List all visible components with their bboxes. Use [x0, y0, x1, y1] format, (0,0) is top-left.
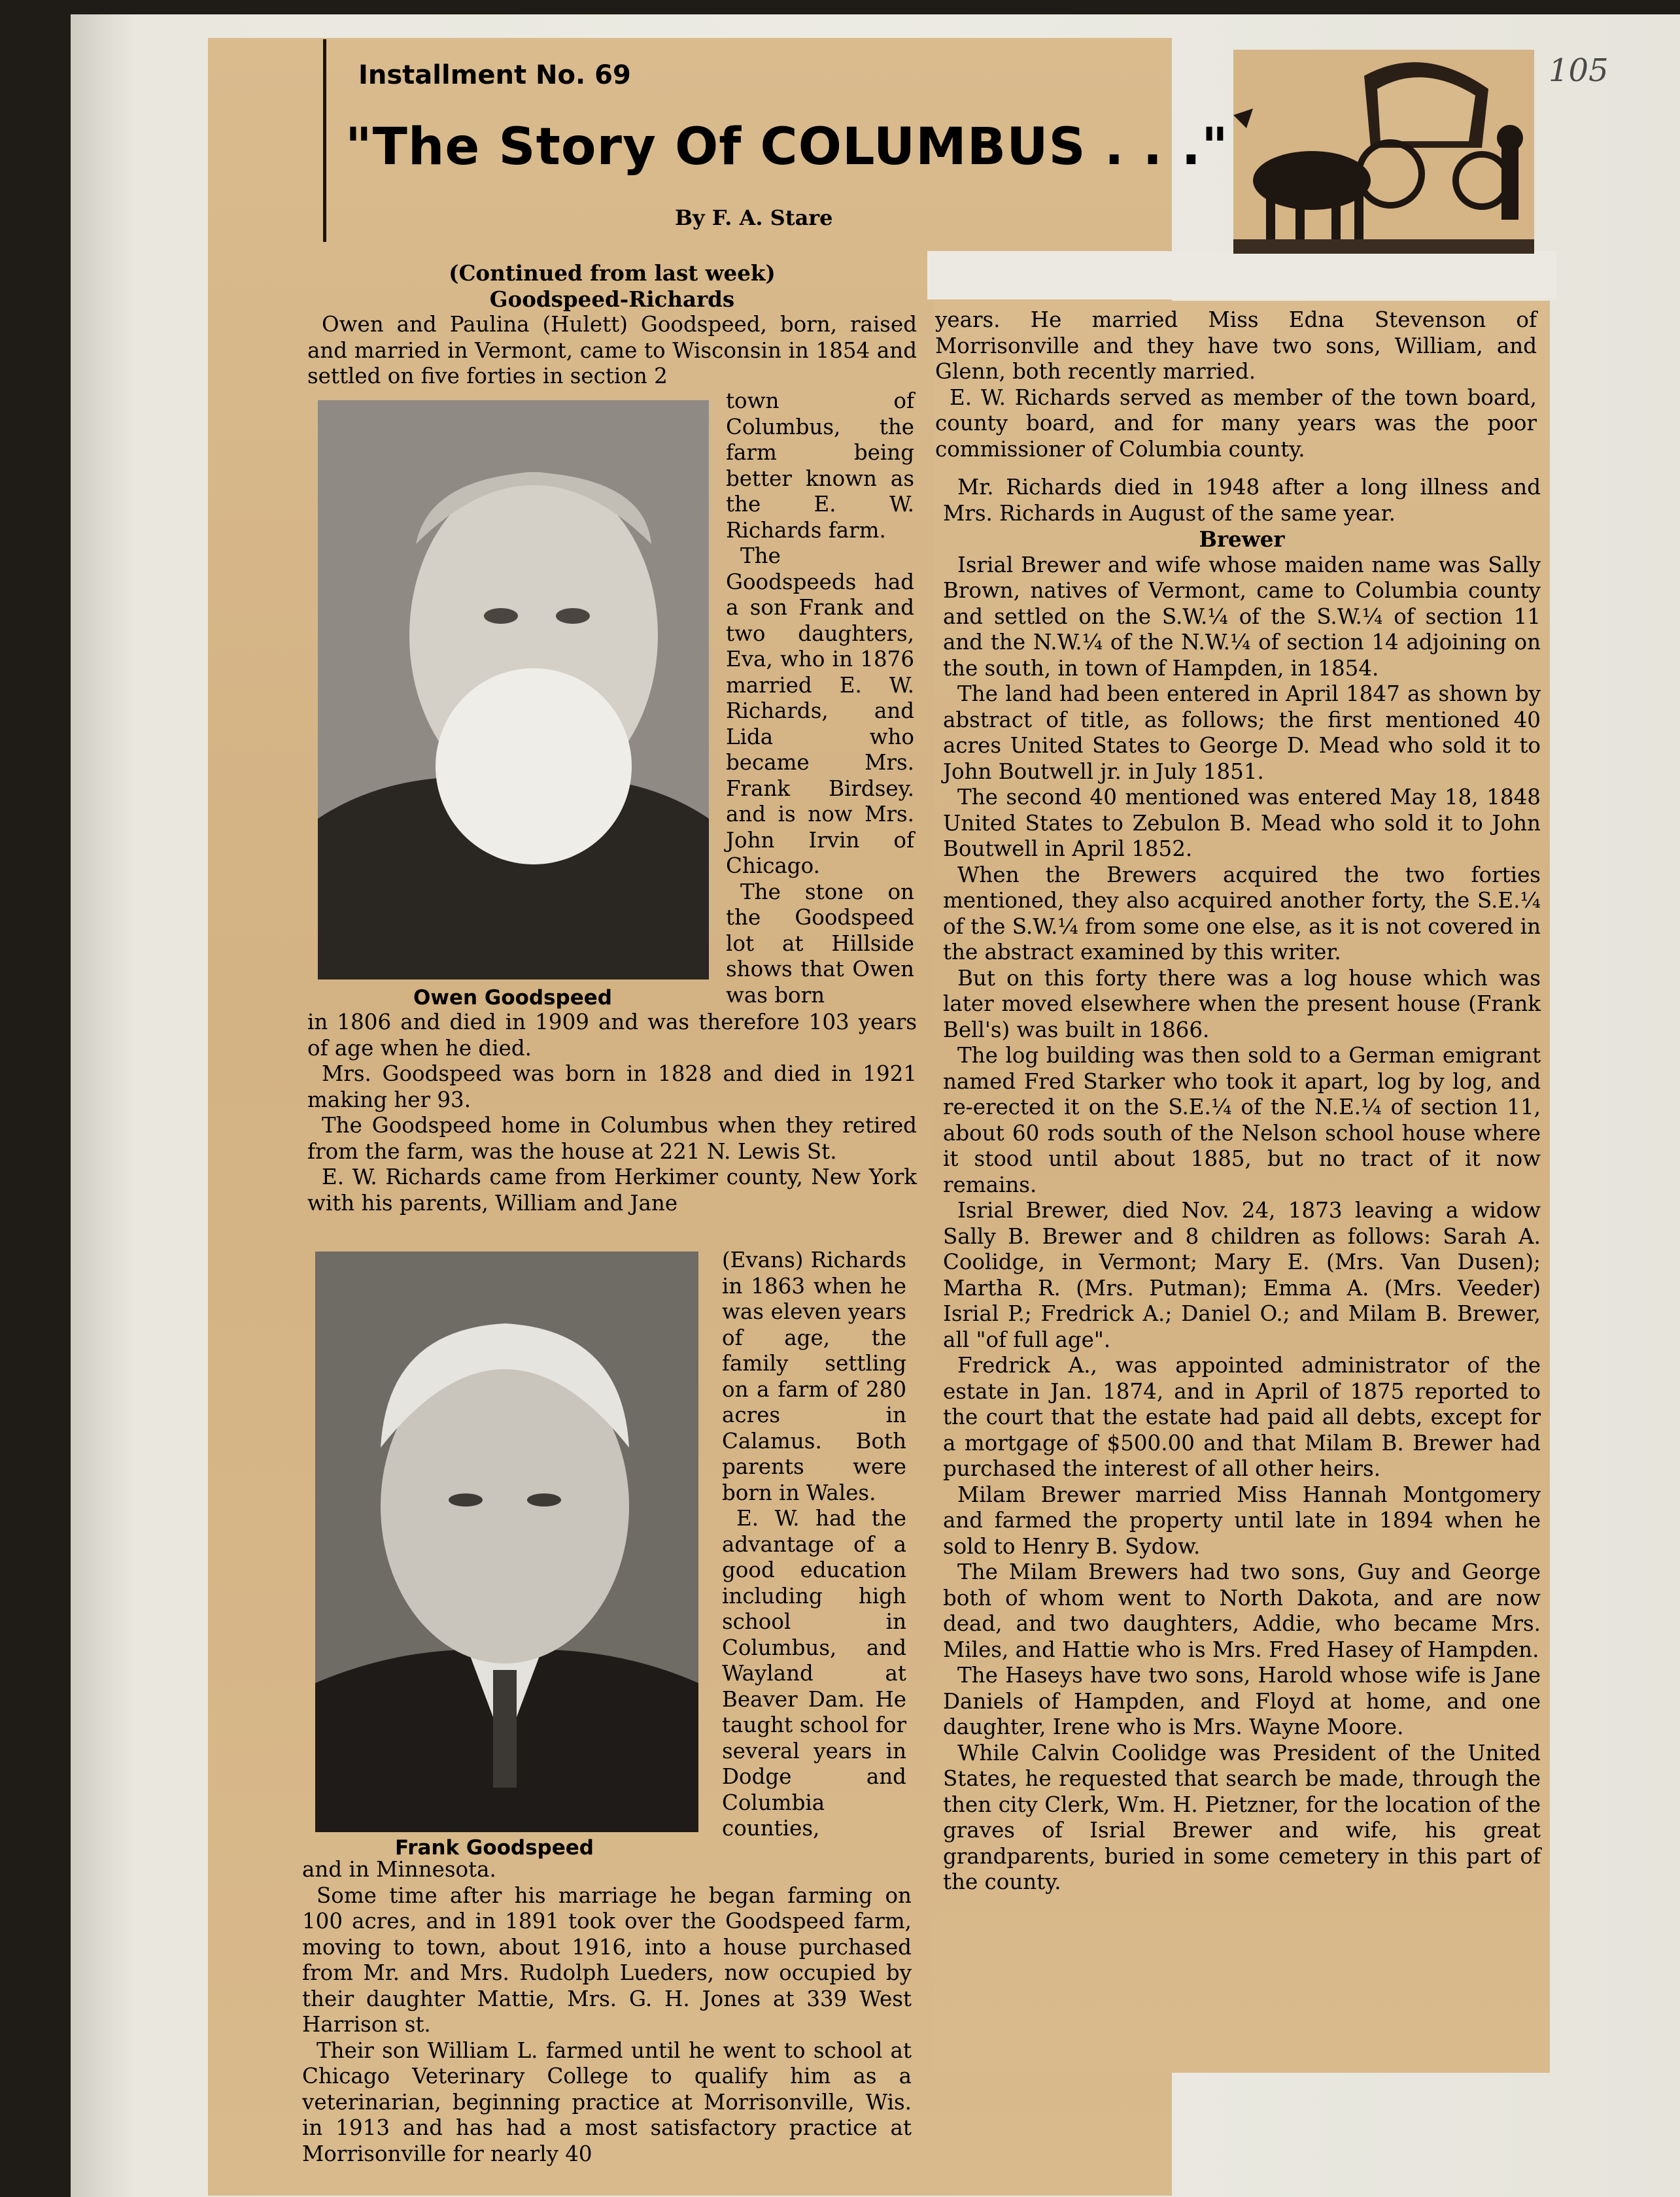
- paragraph: E. W. had the advantage of a good education including high school in Columbus, and Wayland at Beaver Dam. He taught school for several years in Dodge and Columbia counties,: [722, 1506, 906, 1841]
- article-title: "The Story Of COLUMBUS . . .": [345, 118, 1229, 177]
- paragraph: While Calvin Coolidge was President of the United States, he requested that search be made, through the then city Clerk, Wm. H. Pietzner, for the location of the graves of Isrial Brewer and wife, his great grandparents, buried in some cemetery in this part of the county.: [943, 1740, 1541, 1894]
- right-column-main: [943, 475, 1541, 1896]
- oxen-wagon-illustration-icon: [1233, 50, 1534, 254]
- paragraph: E. W. Richards came from Herkimer county, New York with his parents, William and Jane: [307, 1165, 917, 1216]
- left-column-bottom: [302, 1857, 912, 2167]
- paragraph: Isrial Brewer, died Nov. 24, 1873 leaving a widow Sally B. Brewer and 8 children as follows: Sarah A. Coolidge, in Vermont; Mary E. (Mrs. Van Dusen); Martha R. (Mrs. Putman); Emma A. (Mrs. Veeder) Isrial P.; Fredrick A.; Daniel O.; and Milam B. Brewer, all "of full age".: [943, 1198, 1541, 1352]
- continued-note: (Continued from last week): [449, 260, 776, 286]
- paragraph: The second 40 mentioned was entered May 18, 1848 United States to Zebulon B. Mead who sold it to John Boutwell in April 1852.: [943, 785, 1541, 861]
- paragraph: in 1806 and died in 1909 and was therefore 103 years of age when he died.: [307, 1010, 917, 1061]
- paragraph: The Goodspeeds had a son Frank and two daughters, Eva, who in 1876 married E. W. Richards, and Lida who became Mrs. Frank Birdsey. and is now Mrs. John Irvin of Chicago.: [726, 543, 914, 878]
- paragraph: The log building was then sold to a German emigrant named Fred Starker who took it apart, log by log, and re-erected it on the S.E.¼ of the N.E.¼ of section 11, about 60 rods south of the Nelson school house where it stood until about 1885, but no tract of it now remains.: [943, 1043, 1541, 1197]
- paragraph: (Evans) Richards in 1863 when he was eleven years of age, the family settling on a farm of 280 acres in Calamus. Both parents were born in Wales.: [722, 1248, 906, 1505]
- page-number: 105: [1549, 52, 1609, 89]
- paragraph: But on this forty there was a log house which was later moved elsewhere when the present house (Frank Bell's) was built in 1866.: [943, 965, 1541, 1042]
- left-column-middle: [307, 1010, 917, 1216]
- paragraph: The Milam Brewers had two sons, Guy and George both of whom went to North Dakota, and are now dead, and two daughters, Addie, who became Mrs. Miles, and Hattie who is Mrs. Fred Hasey of Hampden.: [943, 1559, 1541, 1662]
- paragraph: Some time after his marriage he began farming on 100 acres, and in 1891 took over the Goodspeed farm, moving to town, about 1916, into a house purchased from Mr. and Mrs. Rudolph Lueders, now occupied by their daughter Mattie, Mrs. G. H. Jones at 339 West Harrison st.: [302, 1882, 912, 2037]
- section-heading-brewer: Brewer: [1199, 526, 1285, 552]
- section-heading-goodspeed-richards: Goodspeed-Richards: [489, 286, 735, 312]
- paragraph: Isrial Brewer and wife whose maiden name was Sally Brown, natives of Vermont, came to Columbia county and settled on the S.W.¼ of the S.W.¼ of section 11 and the N.W.¼ of the N.W.¼ of section 14 adjoining on the south, in town of Hampden, in 1854.: [943, 552, 1541, 681]
- paragraph: Owen and Paulina (Hulett) Goodspeed, born, raised and married in Vermont, came to Wisconsin in 1854 and settled on five forties in section 2: [307, 312, 917, 388]
- title-rule: [323, 39, 326, 242]
- paragraph: The Haseys have two sons, Harold whose wife is Jane Daniels of Hampden, and Floyd at home, and one daughter, Irene who is Mrs. Wayne Moore.: [943, 1663, 1541, 1739]
- paragraph: and in Minnesota.: [302, 1857, 496, 1882]
- paragraph: Milam Brewer married Miss Hannah Montgomery and farmed the property until late in 1894 when he sold to Henry B. Sydow.: [943, 1482, 1541, 1559]
- left-wrap-column-2: [722, 1248, 906, 1842]
- paragraph: E. W. Richards served as member of the town board, county board, and for many years was the poor commissioner of Columbia county.: [935, 384, 1537, 462]
- left-wrap-column-1: [726, 388, 914, 1008]
- paragraph: The land had been entered in April 1847 as shown by abstract of title, as follows; the first mentioned 40 acres United States to George D. Mead who sold it to John Boutwell jr. in July 1851.: [943, 681, 1541, 784]
- frank-goodspeed-portrait: [315, 1252, 698, 1832]
- paragraph: When the Brewers acquired the two forties mentioned, they also acquired another forty, the S.E.¼ of the S.W.¼ from some one else, as it is not covered in the abstract examined by this writer.: [943, 862, 1541, 964]
- paragraph: Mr. Richards died in 1948 after a long illness and Mrs. Richards in August of the same year.: [943, 475, 1541, 526]
- paragraph: Mrs. Goodspeed was born in 1828 and died in 1921 making her 93.: [307, 1061, 917, 1112]
- paragraph: The stone on the Goodspeed lot at Hillside shows that Owen was born: [726, 879, 914, 1008]
- page-gap: [927, 251, 1556, 299]
- caption-owen-goodspeed: Owen Goodspeed: [413, 986, 612, 1010]
- paragraph: The Goodspeed home in Columbus when they retired from the farm, was the house at 221 N. Lewis St.: [307, 1113, 917, 1164]
- paragraph: town of Columbus, the farm being better known as the E. W. Richards farm.: [726, 388, 914, 543]
- paragraph: Fredrick A., was appointed administrator of the estate in Jan. 1874, and in April of 1875 reported to the court that the estate had paid all debts, except for a mortgage of $500.00 and that Milam B. Brewer had purchased the interest of all other heirs.: [943, 1353, 1541, 1481]
- caption-frank-goodspeed: Frank Goodspeed: [395, 1836, 594, 1860]
- paragraph: Their son William L. farmed until he went to school at Chicago Veterinary College to qualify him as a veterinarian, beginning practice at Morrisonville, Wis. in 1913 and has had a most satisfactory practice at Morrisonville for nearly 40: [302, 2037, 912, 2166]
- right-column-top: [935, 307, 1537, 462]
- byline: By F. A. Stare: [675, 205, 833, 230]
- installment-label: Installment No. 69: [358, 60, 631, 90]
- paragraph: years. He married Miss Edna Stevenson of Morrisonville and they have two sons, William, and Glenn, both recently married.: [935, 307, 1537, 384]
- left-column-intro: [307, 260, 917, 390]
- owen-goodspeed-portrait: [318, 400, 709, 979]
